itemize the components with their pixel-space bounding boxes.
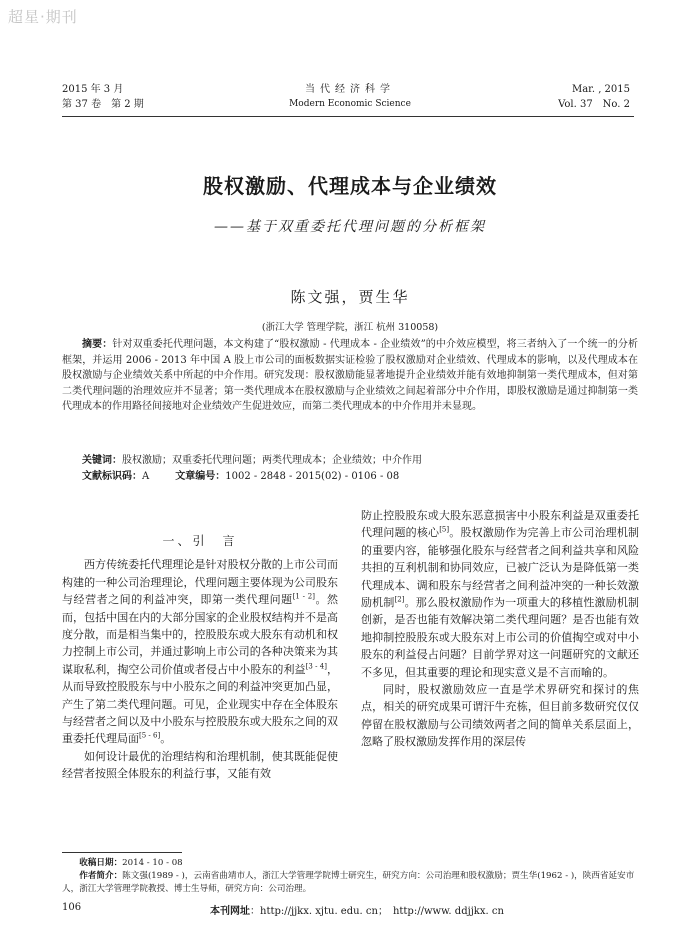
section-heading: 一、引 言 bbox=[162, 534, 238, 548]
abstract-text: 针对双重委托代理问题，本文构建了“股权激励 - 代理成本 - 企业绩效”的中介效应模型，将三者纳入了一个统一的分析框架，并运用 2006 - 2013 年中国 A 股上市公司的面板数据实证检验了股权激励对企业绩效、代理成本的影响，以及代理成本在股权激励与企业绩效关系中所起的中介作用。研究发现：股权激励能显著地提升企业绩效并能有效地抑制第一类代理成本，但对第二类代理问题的治理效应并不显著；第一类代理成本在股权激励与企业绩效之间起着部分中介作用，即股权激励是通过抑制第一类代理成本的作用路径间接地对企业绩效产生促进效应，而第二类代理成本的中介作用并未显现。 bbox=[62, 339, 639, 413]
paragraph: 如何设计最优的治理结构和治理机制，使其既能促使经营者按照全体股东的利益行事，又能有效 bbox=[62, 749, 338, 781]
page-number: 106 bbox=[62, 902, 82, 913]
website-urls: ：http://jjkx. xjtu. edu. cn； http://www. ddjjkx. cn bbox=[250, 906, 504, 917]
volume-issue-en: Vol. 37 No. 2 bbox=[558, 99, 630, 110]
clc-value: A bbox=[142, 471, 150, 482]
abstract bbox=[62, 337, 638, 415]
citation: [1 - 2] bbox=[292, 592, 315, 601]
journal-name-block bbox=[200, 82, 500, 112]
keywords bbox=[82, 453, 638, 468]
paragraph: 西方传统委托代理理论是针对股权分散的上市公司而构建的一种公司治理理论，代理问题主要体现为公司股东与经营者之间的利益冲突，即第一类代理问题[1 - 2]。然而，包括中国在内的大部分国家的企业股权结构并不是高度分散，而是相当集中的，控股股东或大股东有动机和权力控制上市公司，并通过影响上市公司的各种决策来为其谋取私利，掏空公司价值或者侵占中小股东的利益[3 - 4]，从而导致控股股东与中小股东之间的利益冲突更加凸显，产生了第二类代理问题。可见，企业现实中存在全体股东与经营者之间以及中小股东与控股股东或大股东之间的双重委托代理局面[5 - 6]。 bbox=[62, 558, 339, 746]
footnote-divider bbox=[62, 852, 182, 853]
paragraph: 防止控股股东或大股东恶意损害中小股东利益是双重委托代理问题的核心[5]。股权激励作为完善上市公司治理机制的重要内容，能够强化股东与经营者之间利益共享和风险共担的互利机制和协同效应，已被广泛认为是降低第一类代理成本、调和股东与经营者之间利益冲突的一种长效激励机制[2]。那么股权激励作为一项重大的移植性激励机制创新，是否也能有效解决第二类代理问题？是否也能有效地抑制控股股东或大股东对上市公司的价值掏空或对中小股东的利益侵占问题？目前学界对这一问题研究的文献还不多见，但其重要的理论和现实意义是不言而喻的。 bbox=[361, 509, 640, 679]
citation: [5] bbox=[439, 525, 450, 534]
body-column-right bbox=[361, 507, 639, 751]
article-number-label: 文章编号： bbox=[175, 471, 226, 482]
abstract-label: 摘要： bbox=[82, 339, 113, 350]
issue-date-block bbox=[62, 82, 144, 112]
issue-date-en-block bbox=[558, 82, 630, 112]
website-label: 本刊网址 bbox=[210, 906, 250, 917]
issue-date-en: Mar. , 2015 bbox=[571, 84, 630, 95]
authors: 陈文强，贾生华 bbox=[290, 288, 410, 306]
keywords-text: 股权激励；双重委托代理问题；两类代理成本；企业绩效；中介作用 bbox=[122, 455, 422, 466]
volume-issue-cn: 第 37 卷 第 2 期 bbox=[62, 99, 144, 110]
author-bio: 作者简介：陈文强(1989 - )，云南省曲靖市人，浙江大学管理学院博士研究生，研究方向：公司治理和股权激励；贾生华(1962 - )，陕西省延安市人，浙江大学管理学院教授、博士生导师，研究方向：公司治理。 bbox=[62, 871, 635, 894]
footnotes bbox=[62, 857, 638, 896]
citation: [3 - 4] bbox=[305, 662, 327, 671]
affiliation: (浙江大学 管理学院，浙江 杭州 310058) bbox=[261, 322, 439, 333]
received-date: 收稿日期：2014 - 10 - 08 bbox=[79, 858, 183, 868]
article-title: 股权激励、代理成本与企业绩效 bbox=[203, 174, 497, 198]
journal-name-cn: 当代经济科学 bbox=[305, 84, 395, 95]
body-column-left bbox=[62, 533, 338, 783]
journal-website bbox=[210, 902, 504, 917]
article-subtitle: ——基于双重委托代理问题的分析框架 bbox=[214, 219, 486, 235]
issue-date-cn: 2015 年 3 月 bbox=[62, 84, 124, 95]
keywords-label: 关键词： bbox=[82, 455, 122, 466]
citation: [5 - 6] bbox=[139, 731, 161, 740]
paragraph: 同时，股权激励效应一直是学术界研究和探讨的焦点，相关的研究成果可谓汗牛充栋，但目前多数研究仅仅停留在股权激励与公司绩效两者之间的简单关系层面上，忽略了股权激励发挥作用的深层传 bbox=[361, 683, 639, 749]
clc-label: 文献标识码： bbox=[82, 471, 142, 482]
watermark: 超星·期刊 bbox=[8, 8, 78, 26]
classification bbox=[82, 469, 638, 484]
article-number-value: 1002 - 2848 - 2015(02) - 0106 - 08 bbox=[225, 471, 400, 482]
header-divider bbox=[62, 116, 634, 117]
journal-name-en: Modern Economic Science bbox=[289, 99, 411, 109]
citation: [2] bbox=[394, 595, 405, 604]
